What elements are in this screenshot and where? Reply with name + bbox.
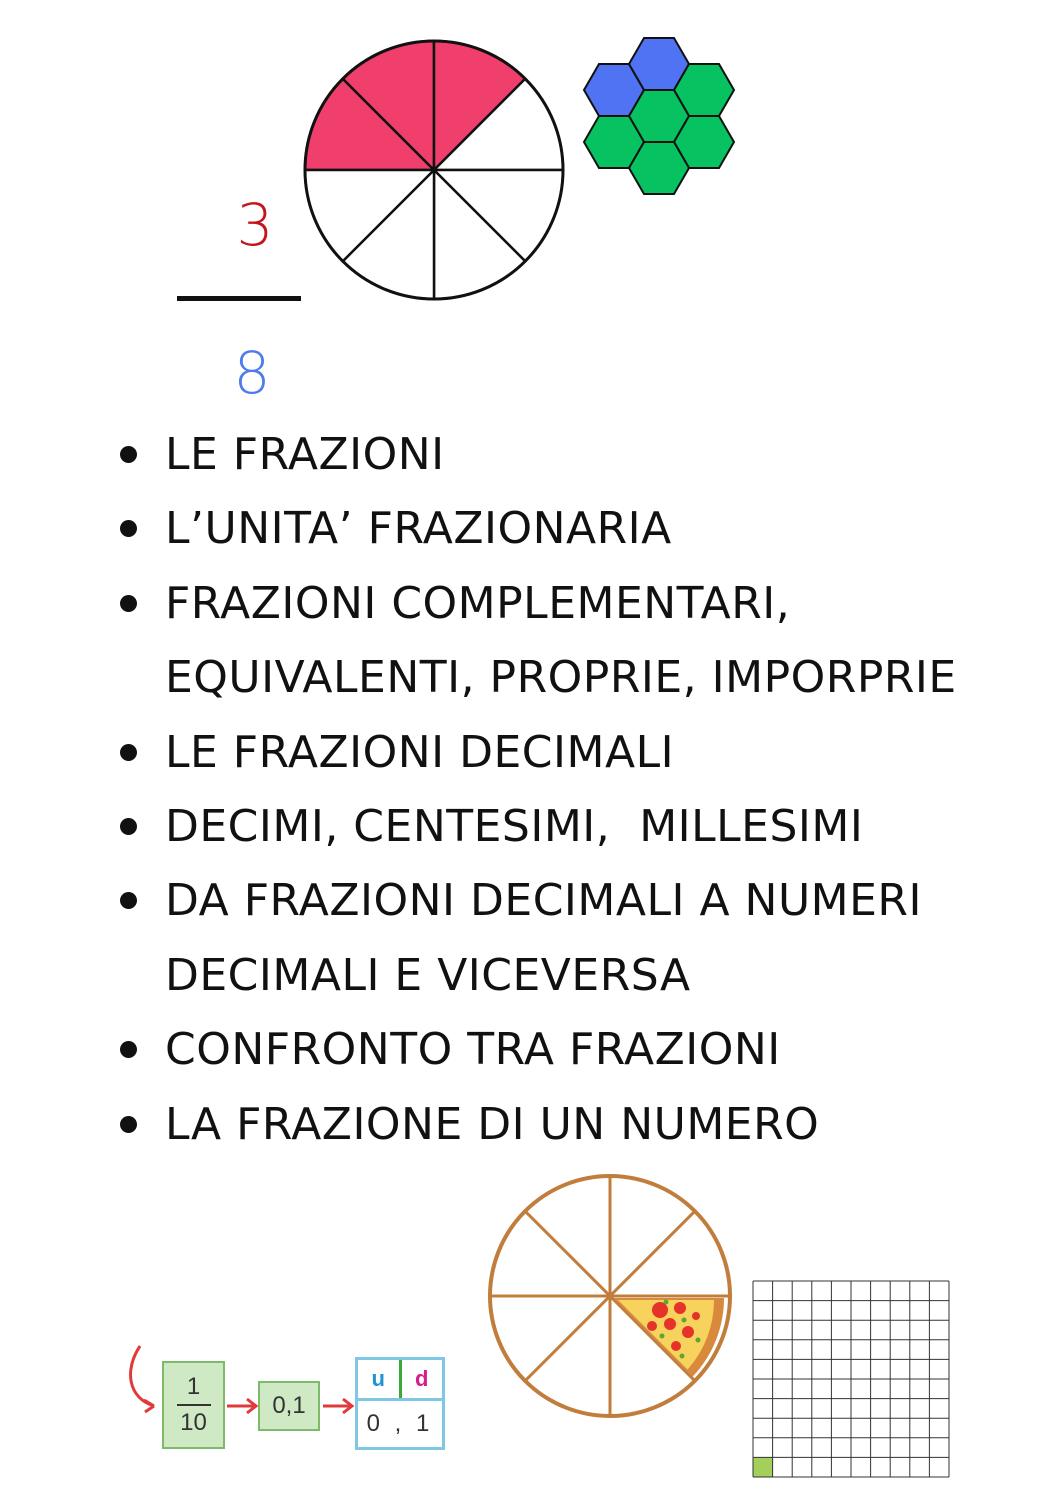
topic-label: FRAZIONI COMPLEMENTARI, bbox=[165, 577, 791, 629]
herb bbox=[664, 1300, 669, 1305]
hexagon-cluster bbox=[580, 34, 740, 198]
topic-label: CONFRONTO TRA FRAZIONI bbox=[165, 1024, 781, 1076]
pepperoni bbox=[647, 1321, 657, 1331]
herb bbox=[696, 1338, 701, 1343]
topic-item bbox=[118, 567, 1018, 641]
pepperoni bbox=[674, 1302, 686, 1314]
pizza-circle bbox=[484, 1170, 736, 1422]
topic-item bbox=[118, 492, 1018, 566]
units-column-label: u bbox=[358, 1360, 402, 1398]
bullet-icon bbox=[120, 595, 137, 612]
hundred-grid bbox=[752, 1280, 952, 1480]
topic-item bbox=[118, 790, 1018, 864]
flow-fraction-bar bbox=[177, 1404, 211, 1406]
arrow-right-icon bbox=[321, 1396, 355, 1416]
topic-label: LA FRAZIONE DI UN NUMERO bbox=[165, 1098, 820, 1150]
topic-item bbox=[118, 641, 1018, 715]
topic-label: DECIMI, CENTESIMI, MILLESIMI bbox=[165, 801, 864, 853]
bullet-icon bbox=[120, 520, 137, 537]
bullet-icon bbox=[120, 744, 137, 761]
topic-item bbox=[118, 939, 1018, 1013]
topic-item bbox=[118, 418, 1018, 492]
hexagon-group bbox=[584, 38, 734, 194]
place-value-number: 0 , 1 bbox=[366, 1410, 434, 1437]
pepperoni bbox=[664, 1318, 676, 1330]
herb bbox=[660, 1334, 665, 1339]
pepperoni bbox=[692, 1312, 700, 1320]
topic-label: L’UNITA’ FRAZIONARIA bbox=[165, 503, 672, 555]
hundred-grid-cells bbox=[753, 1281, 949, 1477]
decimal-box: 0,1 bbox=[258, 1381, 320, 1431]
place-value-table bbox=[355, 1357, 445, 1450]
place-value-header bbox=[358, 1360, 442, 1401]
topic-label: LE FRAZIONI bbox=[165, 429, 445, 480]
fraction-circle bbox=[300, 36, 568, 304]
flow-fraction-numerator: 1 bbox=[186, 1373, 201, 1400]
bullet-icon bbox=[120, 1041, 137, 1058]
bullet-icon bbox=[120, 1116, 137, 1133]
topic-item bbox=[118, 1013, 1018, 1087]
pepperoni bbox=[682, 1326, 694, 1338]
topic-label: EQUIVALENTI, PROPRIE, IMPORPRIE bbox=[165, 652, 957, 704]
fraction-box bbox=[162, 1361, 225, 1449]
bullet-icon bbox=[120, 818, 137, 835]
fraction-numerator: 3 bbox=[236, 191, 274, 259]
topic-label: DECIMALI E VICEVERSA bbox=[165, 949, 691, 1001]
tenths-column-label: d bbox=[415, 1366, 429, 1391]
herb bbox=[682, 1318, 687, 1323]
arrow-right-icon bbox=[225, 1396, 259, 1416]
bullet-icon bbox=[120, 446, 137, 463]
topic-item bbox=[118, 1088, 1018, 1162]
highlighted-cell bbox=[753, 1457, 773, 1477]
topics-list bbox=[118, 418, 1018, 1162]
fraction-bar bbox=[177, 296, 301, 301]
topic-item bbox=[118, 716, 1018, 790]
pepperoni bbox=[671, 1341, 681, 1351]
fraction-denominator: 8 bbox=[233, 339, 271, 407]
bullet-icon bbox=[120, 892, 137, 909]
flow-fraction-denominator: 10 bbox=[180, 1409, 207, 1436]
topic-item bbox=[118, 864, 1018, 938]
herb bbox=[680, 1354, 685, 1359]
topic-label: LE FRAZIONI DECIMALI bbox=[165, 726, 675, 778]
topic-label: DA FRAZIONI DECIMALI A NUMERI bbox=[165, 875, 922, 927]
